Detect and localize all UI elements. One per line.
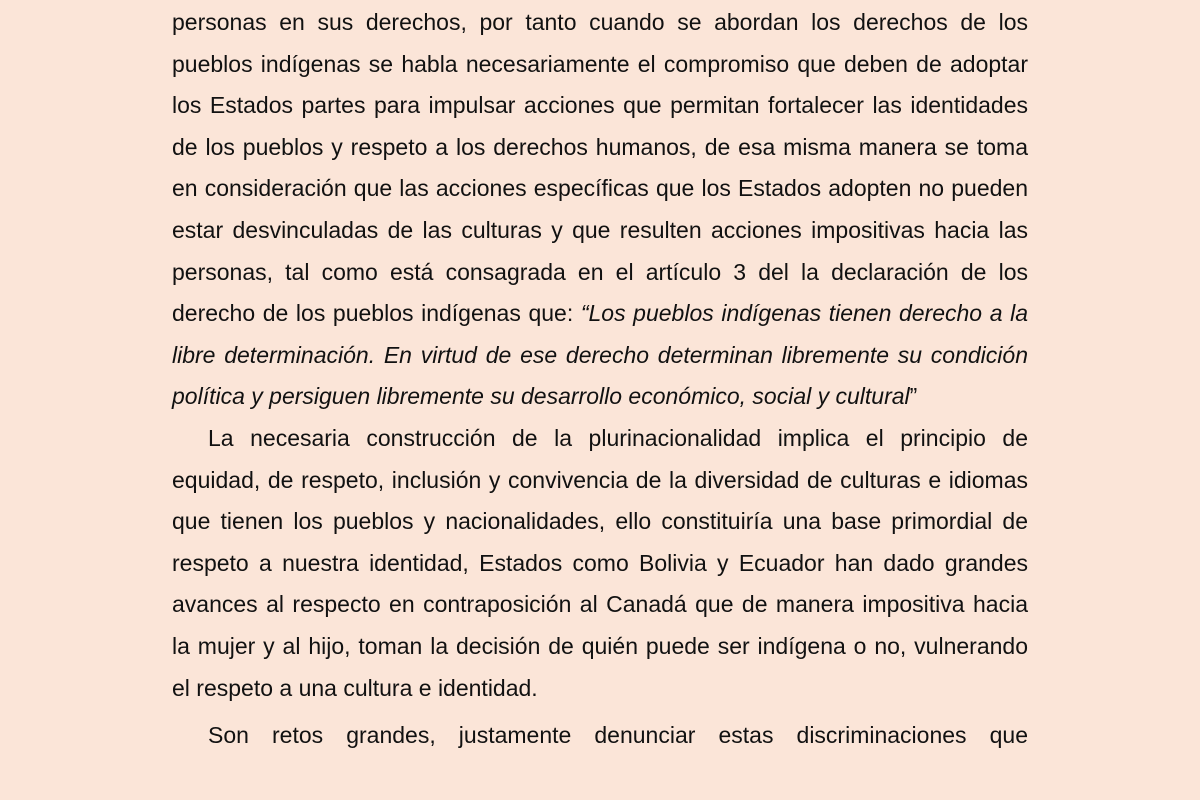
paragraph-3: Son retos grandes, justamente denunciar estas discriminaciones que xyxy=(208,722,1028,749)
paragraph-1 xyxy=(172,2,1028,418)
paragraph-1-text: personas en sus derechos, por tanto cuando se abordan los derechos de los pueblos indígenas se habla necesariamente el compromiso que deben de adoptar los Estados partes para impulsar acciones que permitan fortalecer las identidades de los pueblos y respeto a los derechos humanos, de esa misma manera se toma en consideración que las acciones específicas que los Estados adopten no pueden estar desvinculadas de las culturas y que resulten acciones impositivas hacia las personas, tal como está consagrada en el artículo 3 del la declaración de los derecho de los pueblos indígenas que: xyxy=(172,9,1028,327)
paragraph-2: La necesaria construcción de la plurinacionalidad implica el principio de equidad, de respeto, inclusión y convivencia de la diversidad de culturas e idiomas que tienen los pueblos y nacionalidades, ello constituiría una base primordial de respeto a nuestra identidad, Estados como Bolivia y Ecuador han dado grandes avances al respecto en contraposición al Canadá que de manera impositiva hacia la mujer y al hijo, toman la decisión de quién puede ser indígena o no, vulnerando el respeto a una cultura e identidad. xyxy=(172,424,1028,701)
document-body xyxy=(172,0,1028,757)
quote-closing-mark: ” xyxy=(909,383,918,410)
declaration-quote: “Los pueblos indígenas tienen derecho a la libre determinación. En virtud de ese derecho determinan libremente su condición política y persiguen libremente su desarrollo económico, social y cultural xyxy=(172,300,1029,410)
